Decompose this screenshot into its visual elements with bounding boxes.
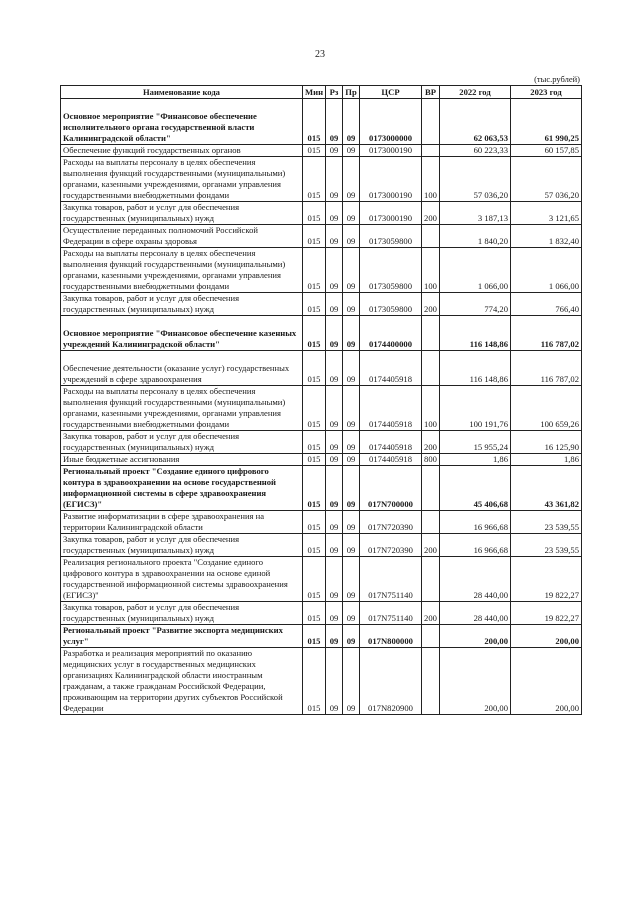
row-name: Разработка и реализация мероприятий по оказанию медицинских услуг в государственных медицинских организациях Калининградской области иностранным гражданам, а также гражданам Российской Федерации, проживающим на территории других субъектов Российской Федерации xyxy=(61,648,303,715)
row-min: 015 xyxy=(303,225,326,248)
row-value-2022: 28 440,00 xyxy=(440,602,511,625)
row-vr xyxy=(422,557,440,602)
header-rz: Рз xyxy=(326,86,343,99)
row-pr: 09 xyxy=(343,248,360,293)
table-row xyxy=(61,157,582,202)
row-value-2022: 1 840,20 xyxy=(440,225,511,248)
row-value-2023: 57 036,20 xyxy=(511,157,582,202)
row-pr: 09 xyxy=(343,316,360,351)
row-rz: 09 xyxy=(326,225,343,248)
row-rz: 09 xyxy=(326,293,343,316)
table-row xyxy=(61,99,582,145)
row-csr: 0173059800 xyxy=(360,293,422,316)
row-csr: 0174405918 xyxy=(360,351,422,386)
row-pr: 09 xyxy=(343,534,360,557)
row-csr: 0173000190 xyxy=(360,157,422,202)
row-rz: 09 xyxy=(326,316,343,351)
row-value-2022: 16 966,68 xyxy=(440,511,511,534)
row-csr: 0174405918 xyxy=(360,431,422,454)
budget-table xyxy=(60,85,582,715)
row-name: Расходы на выплаты персоналу в целях обеспечения выполнения функций государственными (муниципальными) органами, казенными учреждениями, органами управления государственными внебюджетными фондами xyxy=(61,248,303,293)
row-value-2022: 16 966,68 xyxy=(440,534,511,557)
row-vr: 200 xyxy=(422,293,440,316)
row-min: 015 xyxy=(303,625,326,648)
row-pr: 09 xyxy=(343,625,360,648)
row-csr: 0173059800 xyxy=(360,248,422,293)
row-value-2023: 43 361,82 xyxy=(511,466,582,511)
row-csr: 0173000000 xyxy=(360,99,422,145)
row-min: 015 xyxy=(303,248,326,293)
header-pr: Пр xyxy=(343,86,360,99)
row-value-2023: 23 539,55 xyxy=(511,511,582,534)
row-value-2023: 100 659,26 xyxy=(511,386,582,431)
table-row xyxy=(61,386,582,431)
row-value-2023: 116 787,02 xyxy=(511,316,582,351)
row-value-2022: 28 440,00 xyxy=(440,557,511,602)
header-name: Наименование кода xyxy=(61,86,303,99)
row-name: Реализация регионального проекта "Создание единого цифрового контура в здравоохранении на основе единой государственной информационной системы здравоохранения (ЕГИСЗ)" xyxy=(61,557,303,602)
row-name: Расходы на выплаты персоналу в целях обеспечения выполнения функций государственными (муниципальными) органами, казенными учреждениями, органами управления государственными внебюджетными фондами xyxy=(61,386,303,431)
row-min: 015 xyxy=(303,293,326,316)
page-number: 23 xyxy=(315,49,325,60)
row-name: Иные бюджетные ассигнования xyxy=(61,454,303,466)
row-value-2022: 45 406,68 xyxy=(440,466,511,511)
table-row xyxy=(61,454,582,466)
row-rz: 09 xyxy=(326,99,343,145)
row-vr: 200 xyxy=(422,202,440,225)
row-value-2023: 60 157,85 xyxy=(511,145,582,157)
row-pr: 09 xyxy=(343,511,360,534)
row-vr: 200 xyxy=(422,534,440,557)
row-name: Основное мероприятие "Финансовое обеспечение казенных учреждений Калининградской области" xyxy=(61,316,303,351)
row-rz: 09 xyxy=(326,157,343,202)
row-csr: 017N820900 xyxy=(360,648,422,715)
row-pr: 09 xyxy=(343,386,360,431)
row-pr: 09 xyxy=(343,454,360,466)
row-value-2023: 1,86 xyxy=(511,454,582,466)
row-pr: 09 xyxy=(343,466,360,511)
row-min: 015 xyxy=(303,557,326,602)
row-csr: 017N751140 xyxy=(360,557,422,602)
header-csr: ЦСР xyxy=(360,86,422,99)
table-row xyxy=(61,625,582,648)
row-name: Региональный проект "Создание единого цифрового контура в здравоохранении на основе государственной информационной системы в сфере здравоохранения (ЕГИСЗ)" xyxy=(61,466,303,511)
row-value-2022: 116 148,86 xyxy=(440,316,511,351)
row-rz: 09 xyxy=(326,248,343,293)
row-value-2022: 200,00 xyxy=(440,648,511,715)
table-body xyxy=(61,99,582,715)
row-pr: 09 xyxy=(343,351,360,386)
row-vr xyxy=(422,466,440,511)
row-csr: 017N720390 xyxy=(360,511,422,534)
row-name: Закупка товаров, работ и услуг для обеспечения государственных (муниципальных) нужд xyxy=(61,431,303,454)
row-name: Закупка товаров, работ и услуг для обеспечения государственных (муниципальных) нужд xyxy=(61,602,303,625)
table-row xyxy=(61,602,582,625)
row-value-2023: 3 121,65 xyxy=(511,202,582,225)
table-row xyxy=(61,145,582,157)
row-csr: 0173000190 xyxy=(360,145,422,157)
row-pr: 09 xyxy=(343,157,360,202)
row-csr: 0174405918 xyxy=(360,386,422,431)
table-row xyxy=(61,316,582,351)
row-value-2023: 116 787,02 xyxy=(511,351,582,386)
header-min: Мин xyxy=(303,86,326,99)
row-name: Закупка товаров, работ и услуг для обеспечения государственных (муниципальных) нужд xyxy=(61,202,303,225)
row-csr: 017N700000 xyxy=(360,466,422,511)
row-min: 015 xyxy=(303,511,326,534)
row-pr: 09 xyxy=(343,202,360,225)
row-value-2023: 766,40 xyxy=(511,293,582,316)
row-vr xyxy=(422,99,440,145)
row-value-2022: 62 063,53 xyxy=(440,99,511,145)
row-value-2022: 15 955,24 xyxy=(440,431,511,454)
row-value-2023: 19 822,27 xyxy=(511,557,582,602)
row-rz: 09 xyxy=(326,648,343,715)
header-2022: 2022 год xyxy=(440,86,511,99)
row-value-2022: 1,86 xyxy=(440,454,511,466)
row-vr: 800 xyxy=(422,454,440,466)
table-row xyxy=(61,431,582,454)
row-min: 015 xyxy=(303,316,326,351)
row-value-2022: 774,20 xyxy=(440,293,511,316)
table-row xyxy=(61,534,582,557)
row-min: 015 xyxy=(303,351,326,386)
table-header-row xyxy=(61,86,582,99)
row-csr: 017N720390 xyxy=(360,534,422,557)
table-row xyxy=(61,511,582,534)
row-min: 015 xyxy=(303,454,326,466)
row-name: Осуществление переданных полномочий Российской Федерации в сфере охраны здоровья xyxy=(61,225,303,248)
row-value-2023: 16 125,90 xyxy=(511,431,582,454)
row-vr xyxy=(422,511,440,534)
row-value-2023: 200,00 xyxy=(511,625,582,648)
row-csr: 0173059800 xyxy=(360,225,422,248)
table-row xyxy=(61,557,582,602)
row-csr: 0174400000 xyxy=(360,316,422,351)
row-name: Основное мероприятие "Финансовое обеспечение исполнительного органа государственной власти Калининградской области" xyxy=(61,99,303,145)
row-vr: 200 xyxy=(422,431,440,454)
row-pr: 09 xyxy=(343,145,360,157)
table-row xyxy=(61,202,582,225)
row-pr: 09 xyxy=(343,431,360,454)
table-row xyxy=(61,248,582,293)
row-value-2023: 1 066,00 xyxy=(511,248,582,293)
row-vr: 200 xyxy=(422,602,440,625)
row-csr: 0173000190 xyxy=(360,202,422,225)
row-name: Закупка товаров, работ и услуг для обеспечения государственных (муниципальных) нужд xyxy=(61,534,303,557)
row-vr xyxy=(422,316,440,351)
row-vr: 100 xyxy=(422,386,440,431)
row-csr: 017N751140 xyxy=(360,602,422,625)
row-min: 015 xyxy=(303,202,326,225)
table-row xyxy=(61,293,582,316)
table-row xyxy=(61,225,582,248)
row-min: 015 xyxy=(303,648,326,715)
row-value-2022: 3 187,13 xyxy=(440,202,511,225)
row-pr: 09 xyxy=(343,225,360,248)
row-rz: 09 xyxy=(326,602,343,625)
row-min: 015 xyxy=(303,99,326,145)
row-vr: 100 xyxy=(422,157,440,202)
row-value-2023: 200,00 xyxy=(511,648,582,715)
row-vr xyxy=(422,351,440,386)
row-min: 015 xyxy=(303,602,326,625)
row-value-2022: 200,00 xyxy=(440,625,511,648)
row-value-2023: 61 990,25 xyxy=(511,99,582,145)
row-name: Закупка товаров, работ и услуг для обеспечения государственных (муниципальных) нужд xyxy=(61,293,303,316)
row-rz: 09 xyxy=(326,466,343,511)
row-rz: 09 xyxy=(326,511,343,534)
table-row xyxy=(61,648,582,715)
row-vr xyxy=(422,225,440,248)
table-row xyxy=(61,351,582,386)
row-name: Обеспечение функций государственных органов xyxy=(61,145,303,157)
row-value-2022: 100 191,76 xyxy=(440,386,511,431)
row-rz: 09 xyxy=(326,431,343,454)
row-value-2023: 23 539,55 xyxy=(511,534,582,557)
row-value-2023: 19 822,27 xyxy=(511,602,582,625)
row-min: 015 xyxy=(303,145,326,157)
row-name: Расходы на выплаты персоналу в целях обеспечения выполнения функций государственными (муниципальными) органами, казенными учреждениями, органами управления государственными внебюджетными фондами xyxy=(61,157,303,202)
row-min: 015 xyxy=(303,157,326,202)
row-min: 015 xyxy=(303,386,326,431)
row-pr: 09 xyxy=(343,648,360,715)
row-pr: 09 xyxy=(343,99,360,145)
row-rz: 09 xyxy=(326,202,343,225)
row-csr: 017N800000 xyxy=(360,625,422,648)
row-value-2022: 60 223,33 xyxy=(440,145,511,157)
row-min: 015 xyxy=(303,431,326,454)
row-rz: 09 xyxy=(326,534,343,557)
table-row xyxy=(61,466,582,511)
row-value-2022: 1 066,00 xyxy=(440,248,511,293)
row-vr xyxy=(422,648,440,715)
row-pr: 09 xyxy=(343,293,360,316)
header-vr: ВР xyxy=(422,86,440,99)
row-rz: 09 xyxy=(326,625,343,648)
row-rz: 09 xyxy=(326,386,343,431)
row-value-2022: 116 148,86 xyxy=(440,351,511,386)
row-min: 015 xyxy=(303,466,326,511)
row-min: 015 xyxy=(303,534,326,557)
row-value-2023: 1 832,40 xyxy=(511,225,582,248)
row-name: Региональный проект "Развитие экспорта медицинских услуг" xyxy=(61,625,303,648)
row-pr: 09 xyxy=(343,557,360,602)
units-label: (тыс.рублей) xyxy=(534,74,580,84)
row-rz: 09 xyxy=(326,454,343,466)
row-rz: 09 xyxy=(326,351,343,386)
row-rz: 09 xyxy=(326,557,343,602)
header-2023: 2023 год xyxy=(511,86,582,99)
row-name: Обеспечение деятельности (оказание услуг) государственных учреждений в сфере здравоохранения xyxy=(61,351,303,386)
row-rz: 09 xyxy=(326,145,343,157)
row-value-2022: 57 036,20 xyxy=(440,157,511,202)
row-vr xyxy=(422,625,440,648)
row-pr: 09 xyxy=(343,602,360,625)
row-csr: 0174405918 xyxy=(360,454,422,466)
row-name: Развитие информатизации в сфере здравоохранения на территории Калининградской области xyxy=(61,511,303,534)
row-vr: 100 xyxy=(422,248,440,293)
row-vr xyxy=(422,145,440,157)
